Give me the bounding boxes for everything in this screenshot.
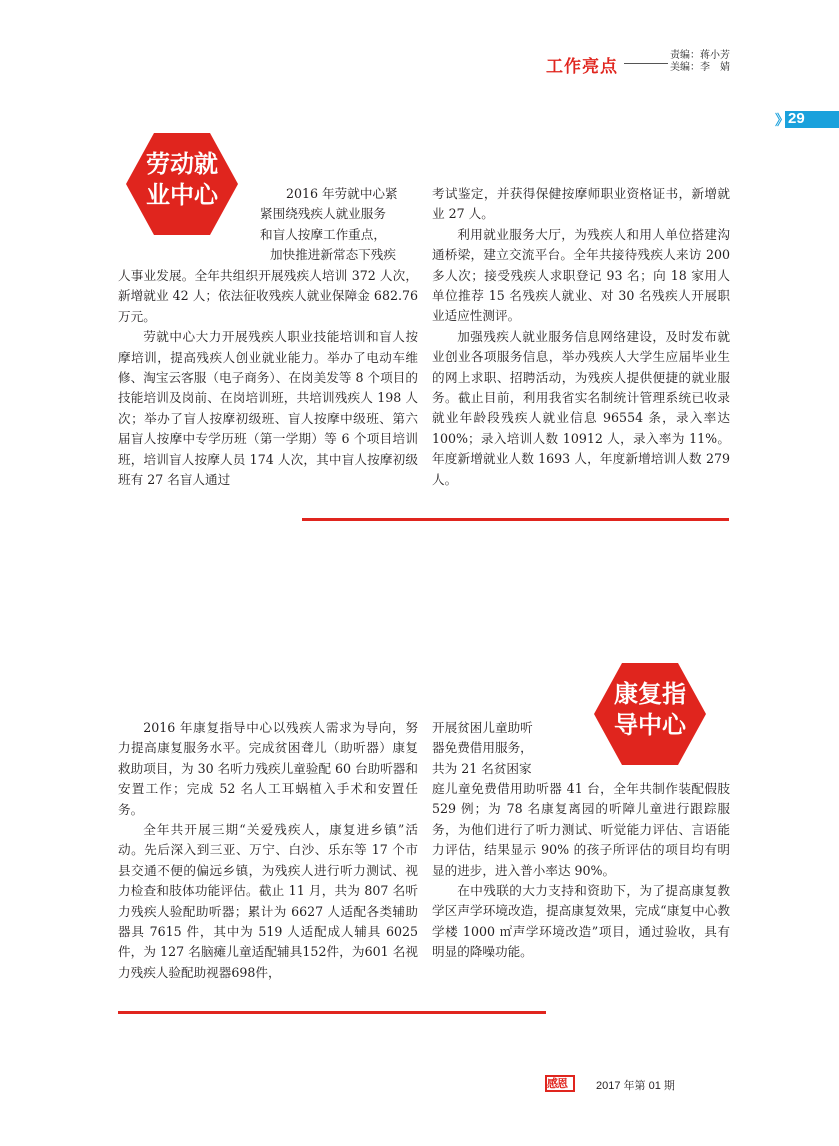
- section2-lead-line2: 器免费借用服务，: [432, 740, 533, 756]
- section2-paragraph-2: 全年共开展三期“关爱残疾人，康复进乡镇”活动。先后深入到三亚、万宁、白沙、乐东等 17 个市县交通不便的偏远乡镇，为残疾人进行听力测试、视力检查和肢体功能评估。截止 11 月，共为 807 名听力残疾人验配助听器；累计为 6627 人适配各类辅助器具 7615 件，其中为 519 人适配成人辅具 6025 件，为 127 名脑瘫儿童适配辅具152件，为601 名视力残疾人验配助视器698件，: [118, 822, 418, 980]
- section1-badge-line2: 业中心: [146, 180, 218, 209]
- section1-col2: [432, 184, 730, 490]
- section2-divider: [118, 1011, 546, 1014]
- section2-col2: [432, 779, 730, 963]
- designer-credit: 美编：李 婧: [670, 62, 730, 73]
- section1-lead-line4: 加快推进新常态下残疾: [270, 247, 396, 263]
- page-arrows-icon: 》: [775, 112, 789, 128]
- section1-paragraph-5: 加强残疾人就业服务信息网络建设，及时发布就业创业各项服务信息，举办残疾人大学生应届毕业生的网上求职、招聘活动，为残疾人提供便捷的就业服务。截止目前，利用我省实名制统计管理系统已收录就业年龄段残疾人就业信息 96554 条，录入率达 100%；录入培训人数 10912 人，录入率为 11%。年度新增就业人数 1693 人，年度新增培训人数 279 人。: [432, 328, 730, 487]
- section2-badge-text: [594, 678, 706, 740]
- section1-paragraph-4: 利用就业服务大厅，为残疾人和用人单位搭建沟通桥梁，建立交流平台。全年共接待残疾人来访 200 多人次；接受残疾人求职登记 93 名；向 18 家用人单位推荐 15 名残疾人就业、对 30 名残疾人开展职业适应性测评。: [432, 226, 730, 324]
- section2-badge-line1: 康复指: [614, 679, 686, 708]
- section1-badge-text: [126, 148, 238, 210]
- editor-credit: 责编：蒋小芳: [670, 50, 730, 61]
- section1-lead-line1: 2016 年劳就中心紧: [286, 186, 398, 201]
- header-divider: [624, 63, 668, 64]
- section1-badge-line1: 劳动就: [146, 149, 218, 178]
- section2-lead-line1: 开展贫困儿童助听: [432, 720, 533, 735]
- section2-lead-line3: 共为 21 名贫困家: [432, 760, 532, 776]
- section1-paragraph-2: 劳就中心大力开展残疾人职业技能培训和盲人按摩培训，提高残疾人创业就业能力。举办了电动车维修、淘宝云客服（电子商务）、在岗美发等 8 个项目的技能培训及岗前、在岗培训班，共培训残疾人 198 人次；举办了盲人按摩初级班、盲人按摩中级班、第六届盲人按摩中专学历班（第一学期）等 6 个项目培训班，培训盲人按摩人员 174 人次，其中盲人按摩初级班有 27 名盲人通过: [118, 329, 418, 488]
- section1-paragraph-3: 考试鉴定，并获得保健按摩师职业资格证书，新增就业 27 人。: [432, 186, 730, 222]
- section-title: 工作亮点: [546, 57, 618, 77]
- section2-badge-line2: 导中心: [614, 710, 686, 739]
- section1-col1-lead: [260, 184, 418, 266]
- section2-paragraph-4: 在中残联的大力支持和资助下，为了提高康复教学区声学环境改造，提高康复效果，完成“康复中心教学楼 1000 ㎡声学环境改造”项目，通过验收，具有明显的降噪功能。: [432, 883, 730, 960]
- section2-col2-lead: [432, 718, 562, 779]
- issue-label: 2017 年第 01 期: [596, 1080, 675, 1092]
- section2-paragraph-1: 2016 年康复指导中心以残疾人需求为导向，努力提高康复服务水平。完成贫困聋儿（助听器）康复救助项目，为 30 名听力残疾儿童验配 60 台助听器和安置工作；完成 52 名人工耳蜗植入手术和安置任务。: [118, 720, 418, 817]
- section1-lead-line2: 紧围绕残疾人就业服务: [260, 206, 386, 222]
- section2-paragraph-3: 庭儿童免费借用助听器 41 台，全年共制作装配假肢 529 例；为 78 名康复离园的听障儿童进行跟踪服务，为他们进行了听力测试、听觉能力评估、言语能力评估，结果显示 90% 的孩子所评估的项目均有明显的进步，进入普小率达 90%。: [432, 781, 730, 878]
- editor-credits: [670, 50, 750, 74]
- section1-paragraph-1: 人事业发展。全年共组织开展残疾人培训 372 人次，新增就业 42 人；依法征收残疾人就业保障金 682.76 万元。: [118, 268, 418, 324]
- magazine-logo-text: 感恩: [547, 1077, 567, 1090]
- section2-col1: [118, 718, 418, 983]
- page-number: 29: [788, 110, 805, 127]
- section1-lead-line3: 和盲人按摩工作重点，: [260, 226, 386, 242]
- section1-col1: [118, 266, 418, 490]
- section1-divider: [302, 518, 729, 521]
